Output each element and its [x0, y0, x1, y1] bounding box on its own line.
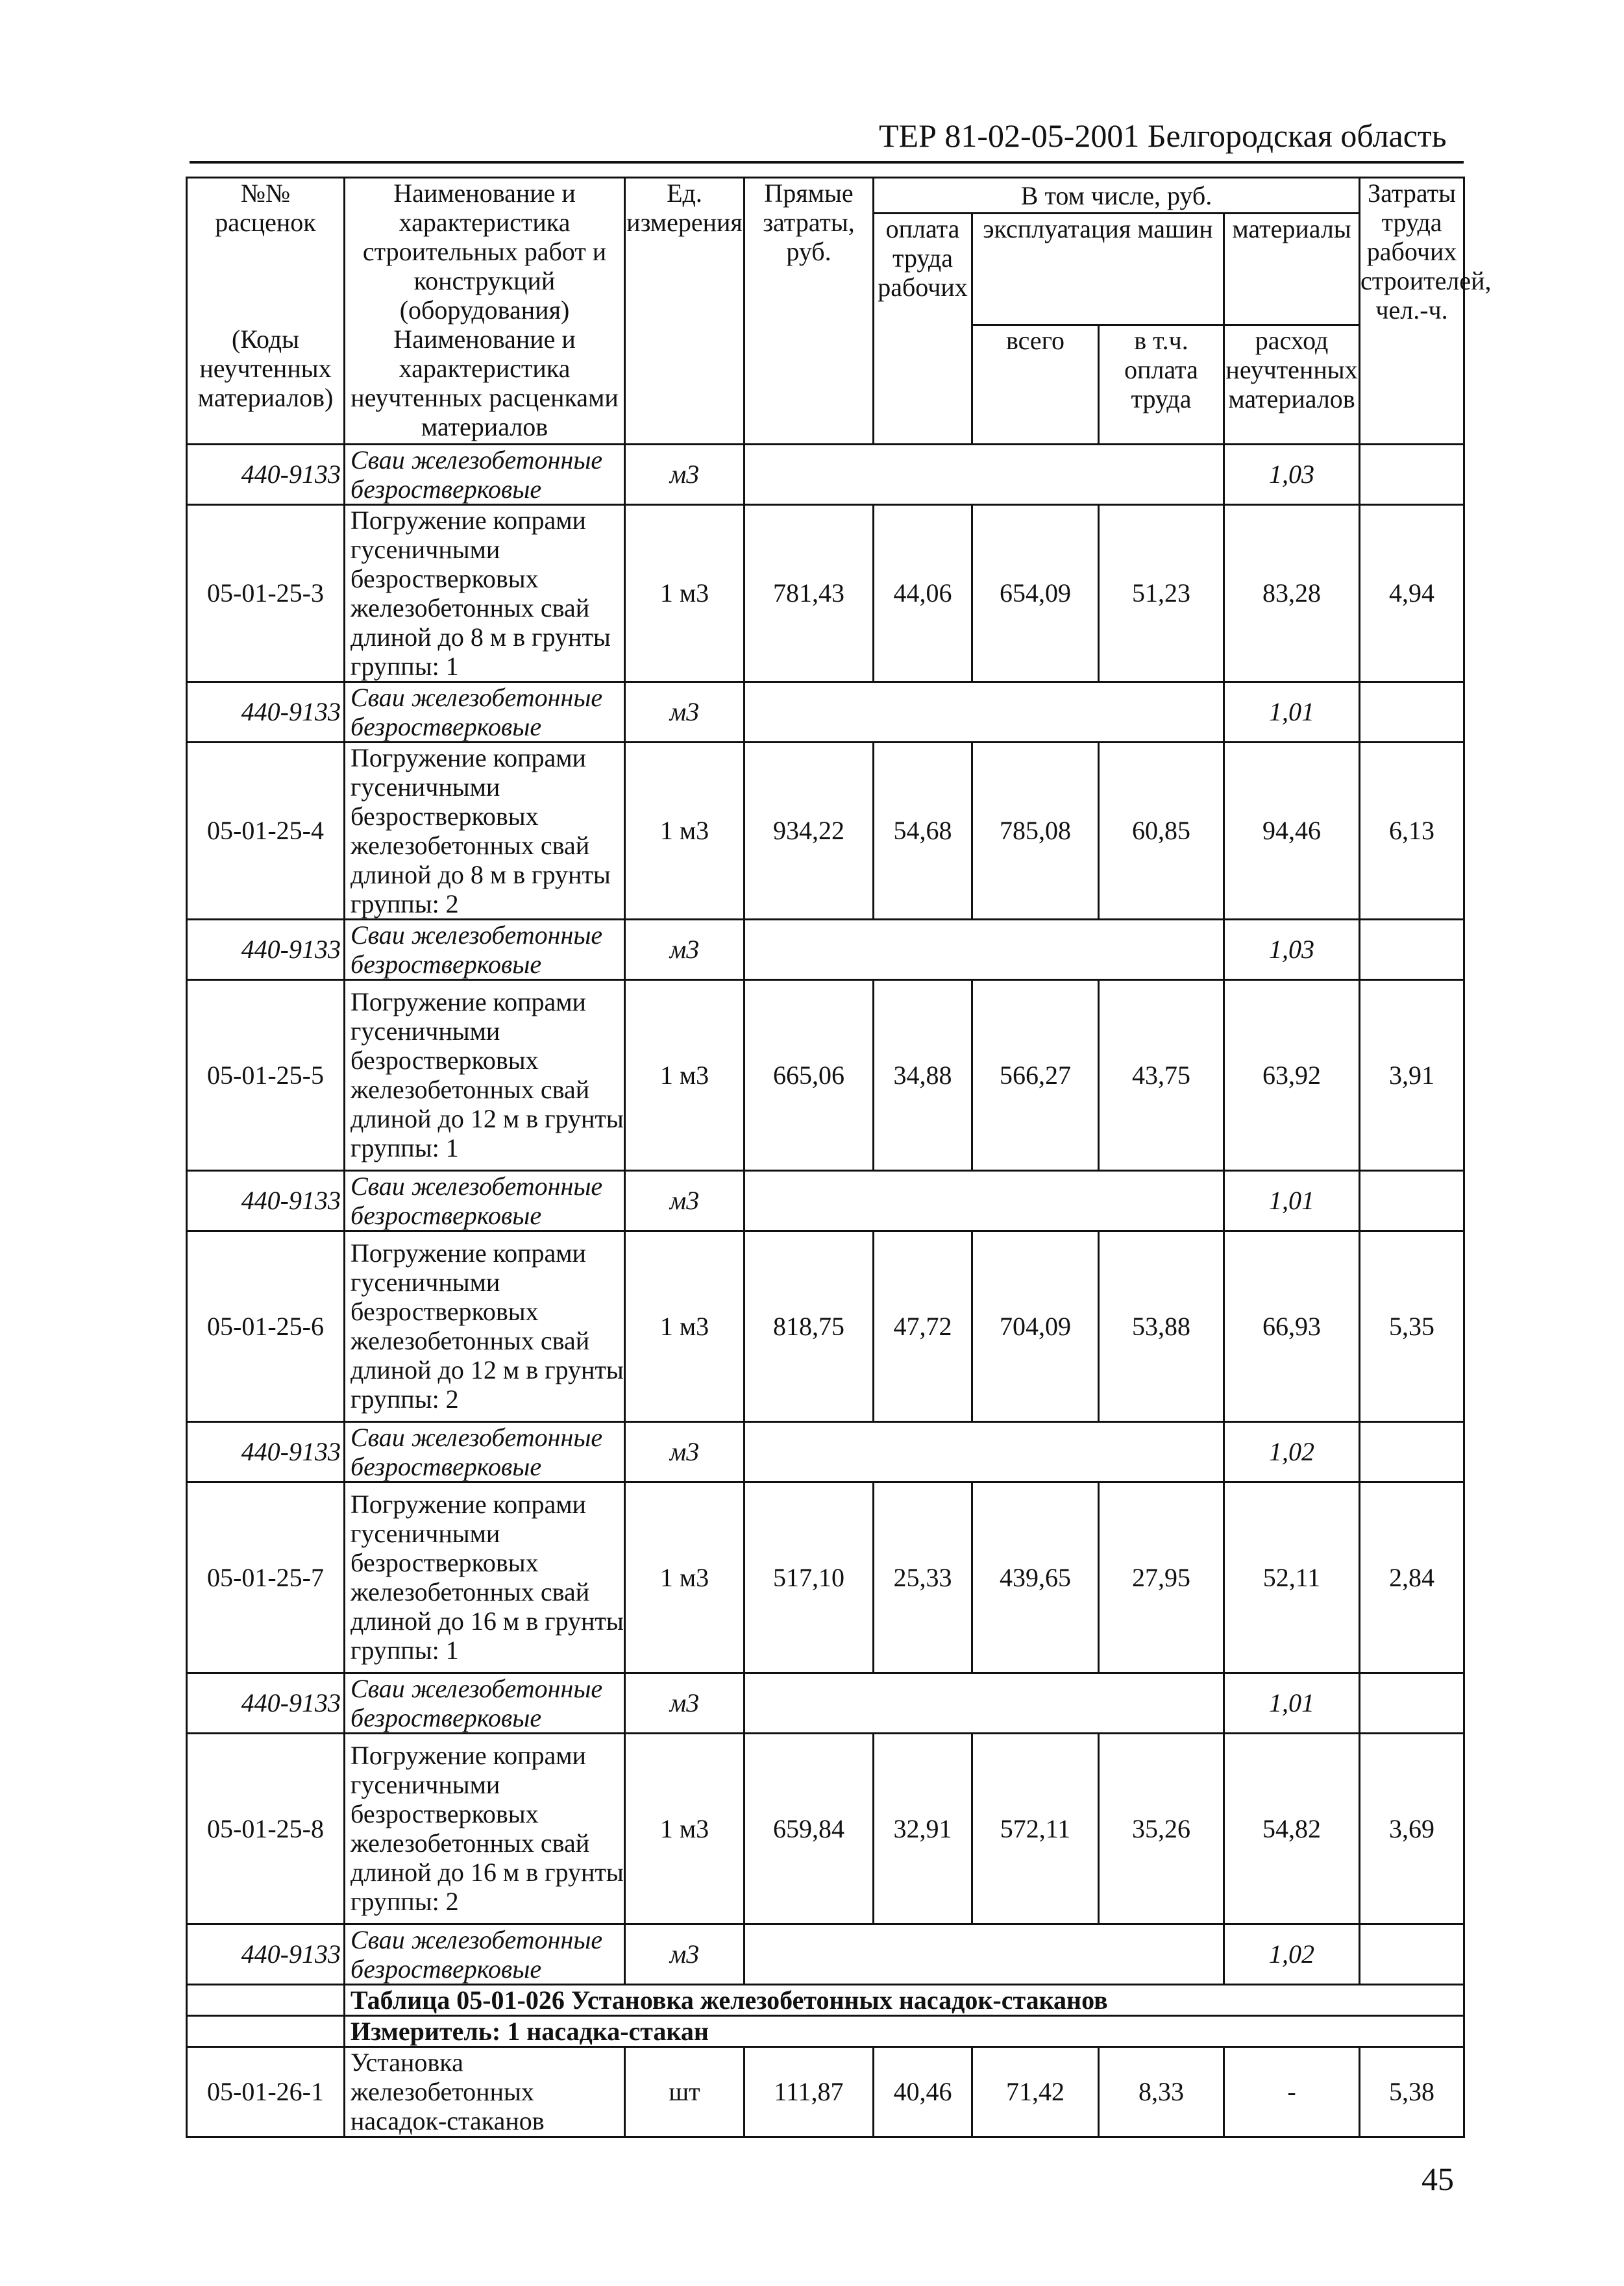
row-wage: 40,46 — [874, 2046, 972, 2137]
material-row — [187, 1170, 1464, 1231]
header-rule — [190, 161, 1464, 164]
row-unit: 1 м3 — [625, 742, 744, 919]
header-machines: эксплуатация машин — [972, 214, 1224, 325]
row-direct: 111,87 — [744, 2046, 874, 2137]
row-unit: 1 м3 — [625, 504, 744, 682]
row-material-labor-empty — [1360, 1421, 1464, 1482]
row-material-qty: 1,02 — [1224, 1924, 1360, 1984]
row-name: Погружение копрами гусеничными безростверковых железобетонных свай длиной до 12 м в грунты группы: 2 — [345, 1231, 625, 1421]
page-header: ТЕР 81-02-05-2001 Белгородская область — [879, 117, 1447, 154]
row-material-qty: 1,03 — [1224, 444, 1360, 504]
row-code: 05-01-25-8 — [187, 1733, 345, 1924]
row-materials: 94,46 — [1224, 742, 1360, 919]
section-title-row — [187, 1984, 1464, 2015]
row-direct: 934,22 — [744, 742, 874, 919]
row-material-unit: м3 — [625, 444, 744, 504]
row-name: Погружение копрами гусеничными безростверковых железобетонных свай длиной до 16 м в грунты группы: 2 — [345, 1733, 625, 1924]
row-labor: 5,35 — [1360, 1231, 1464, 1421]
row-labor: 6,13 — [1360, 742, 1464, 919]
row-material-labor-empty — [1360, 682, 1464, 742]
header-code-materials: (Коды неучтенных материалов) — [187, 325, 345, 444]
row-machine-wage: 35,26 — [1099, 1733, 1224, 1924]
row-labor: 3,69 — [1360, 1733, 1464, 1924]
row-material-empty — [744, 1421, 1224, 1482]
header-labor: Затраты труда рабочих строителей, чел.-ч. — [1360, 178, 1464, 445]
row-material-unit: м3 — [625, 919, 744, 979]
row-material-name: Сваи железобетонные безростверковые — [345, 919, 625, 979]
row-machine-wage: 8,33 — [1099, 2046, 1224, 2137]
table-row — [187, 1482, 1464, 1673]
row-material-name: Сваи железобетонные безростверковые — [345, 682, 625, 742]
table-row — [187, 504, 1464, 682]
row-materials: 54,82 — [1224, 1733, 1360, 1924]
row-material-code: 440-9133 — [187, 1170, 345, 1231]
row-code: 05-01-25-4 — [187, 742, 345, 919]
material-row — [187, 1924, 1464, 1984]
row-material-code: 440-9133 — [187, 444, 345, 504]
row-unit: 1 м3 — [625, 1231, 744, 1421]
row-unit: 1 м3 — [625, 979, 744, 1170]
row-material-qty: 1,02 — [1224, 1421, 1360, 1482]
table-row — [187, 979, 1464, 1170]
row-material-qty: 1,03 — [1224, 919, 1360, 979]
table-row — [187, 1231, 1464, 1421]
row-name: Погружение копрами гусеничными безростверковых железобетонных свай длиной до 8 м в грунты группы: 1 — [345, 504, 625, 682]
row-code: 05-01-26-1 — [187, 2046, 345, 2137]
row-material-qty: 1,01 — [1224, 1170, 1360, 1231]
material-row — [187, 682, 1464, 742]
header-including: В том числе, руб. — [874, 178, 1360, 214]
section-code-cell — [187, 1984, 345, 2015]
row-material-unit: м3 — [625, 1673, 744, 1733]
measure-code-cell — [187, 2015, 345, 2046]
row-wage: 54,68 — [874, 742, 972, 919]
row-materials: 83,28 — [1224, 504, 1360, 682]
row-machine-total: 572,11 — [972, 1733, 1099, 1924]
row-direct: 781,43 — [744, 504, 874, 682]
material-row — [187, 1421, 1464, 1482]
row-code: 05-01-25-6 — [187, 1231, 345, 1421]
header-material-usage: расход неучтенных материалов — [1224, 325, 1360, 444]
row-labor: 4,94 — [1360, 504, 1464, 682]
row-materials: 63,92 — [1224, 979, 1360, 1170]
row-wage: 47,72 — [874, 1231, 972, 1421]
header-wage: оплата труда рабочих — [874, 214, 972, 445]
row-material-empty — [744, 919, 1224, 979]
row-material-name: Сваи железобетонные безростверковые — [345, 1924, 625, 1984]
section-measure-row — [187, 2015, 1464, 2046]
row-material-empty — [744, 444, 1224, 504]
row-unit: шт — [625, 2046, 744, 2137]
rates-table — [186, 177, 1492, 2138]
section-measure: Измеритель: 1 насадка-стакан — [345, 2015, 1464, 2046]
header-materials: материалы — [1224, 214, 1360, 325]
row-name: Установка железобетонных насадок-стаканов — [345, 2046, 625, 2137]
row-direct: 659,84 — [744, 1733, 874, 1924]
table-row — [187, 742, 1464, 919]
row-direct: 517,10 — [744, 1482, 874, 1673]
row-machine-total: 566,27 — [972, 979, 1099, 1170]
row-labor: 5,38 — [1360, 2046, 1464, 2137]
table-header — [187, 178, 1492, 445]
row-material-code: 440-9133 — [187, 1421, 345, 1482]
row-wage: 34,88 — [874, 979, 972, 1170]
row-material-labor-empty — [1360, 919, 1464, 979]
header-name: Наименование и характеристика строительных работ и конструкций (оборудования) — [345, 178, 625, 325]
row-material-name: Сваи железобетонные безростверковые — [345, 1421, 625, 1482]
header-machine-wage: в т.ч. оплата труда — [1099, 325, 1224, 444]
row-machine-total: 785,08 — [972, 742, 1099, 919]
row-material-code: 440-9133 — [187, 1673, 345, 1733]
row-material-labor-empty — [1360, 1170, 1464, 1231]
row-unit: 1 м3 — [625, 1733, 744, 1924]
row-machine-total: 71,42 — [972, 2046, 1099, 2137]
row-materials: 52,11 — [1224, 1482, 1360, 1673]
row-material-name: Сваи железобетонные безростверковые — [345, 444, 625, 504]
row-name: Погружение копрами гусеничными безростверковых железобетонных свай длиной до 16 м в грунты группы: 1 — [345, 1482, 625, 1673]
row-machine-wage: 60,85 — [1099, 742, 1224, 919]
row-machine-total: 654,09 — [972, 504, 1099, 682]
row-name: Погружение копрами гусеничными безростверковых железобетонных свай длиной до 12 м в грунты группы: 1 — [345, 979, 625, 1170]
row-name: Погружение копрами гусеничными безростверковых железобетонных свай длиной до 8 м в грунты группы: 2 — [345, 742, 625, 919]
header-name-materials: Наименование и характеристика неучтенных расценками материалов — [345, 325, 625, 444]
header-direct: Прямые затраты, руб. — [744, 178, 874, 445]
row-material-labor-empty — [1360, 1924, 1464, 1984]
row-direct: 818,75 — [744, 1231, 874, 1421]
header-unit: Ед. измерения — [625, 178, 744, 445]
row-material-empty — [744, 1924, 1224, 1984]
row-code: 05-01-25-5 — [187, 979, 345, 1170]
row-materials: - — [1224, 2046, 1360, 2137]
row-machine-wage: 43,75 — [1099, 979, 1224, 1170]
table-row — [187, 1733, 1464, 1924]
row-machine-wage: 53,88 — [1099, 1231, 1224, 1421]
material-row — [187, 919, 1464, 979]
row-material-labor-empty — [1360, 444, 1464, 504]
row-material-code: 440-9133 — [187, 919, 345, 979]
table-body — [187, 444, 1464, 1984]
row-machine-total: 439,65 — [972, 1482, 1099, 1673]
row-material-empty — [744, 682, 1224, 742]
material-row — [187, 444, 1464, 504]
row-code: 05-01-25-3 — [187, 504, 345, 682]
row-wage: 25,33 — [874, 1482, 972, 1673]
row-material-unit: м3 — [625, 682, 744, 742]
section-body — [187, 1984, 1464, 2137]
row-labor: 3,91 — [1360, 979, 1464, 1170]
row-wage: 32,91 — [874, 1733, 972, 1924]
row-material-empty — [744, 1170, 1224, 1231]
row-material-name: Сваи железобетонные безростверковые — [345, 1170, 625, 1231]
row-machine-total: 704,09 — [972, 1231, 1099, 1421]
row-material-labor-empty — [1360, 1673, 1464, 1733]
row-machine-wage: 51,23 — [1099, 504, 1224, 682]
row-wage: 44,06 — [874, 504, 972, 682]
row-machine-wage: 27,95 — [1099, 1482, 1224, 1673]
header-machines-total: всего — [972, 325, 1099, 444]
row-material-unit: м3 — [625, 1924, 744, 1984]
header-code: №№ расценок — [187, 178, 345, 325]
row-materials: 66,93 — [1224, 1231, 1360, 1421]
row-material-unit: м3 — [625, 1170, 744, 1231]
row-material-qty: 1,01 — [1224, 682, 1360, 742]
row-material-empty — [744, 1673, 1224, 1733]
row-code: 05-01-25-7 — [187, 1482, 345, 1673]
row-material-qty: 1,01 — [1224, 1673, 1360, 1733]
row-material-code: 440-9133 — [187, 682, 345, 742]
row-material-code: 440-9133 — [187, 1924, 345, 1984]
row-unit: 1 м3 — [625, 1482, 744, 1673]
material-row — [187, 1673, 1464, 1733]
row-direct: 665,06 — [744, 979, 874, 1170]
row-material-unit: м3 — [625, 1421, 744, 1482]
table-row — [187, 2046, 1464, 2137]
section-title: Таблица 05-01-026 Установка железобетонных насадок-стаканов — [345, 1984, 1464, 2015]
row-labor: 2,84 — [1360, 1482, 1464, 1673]
page-number: 45 — [1421, 2161, 1454, 2197]
row-material-name: Сваи железобетонные безростверковые — [345, 1673, 625, 1733]
